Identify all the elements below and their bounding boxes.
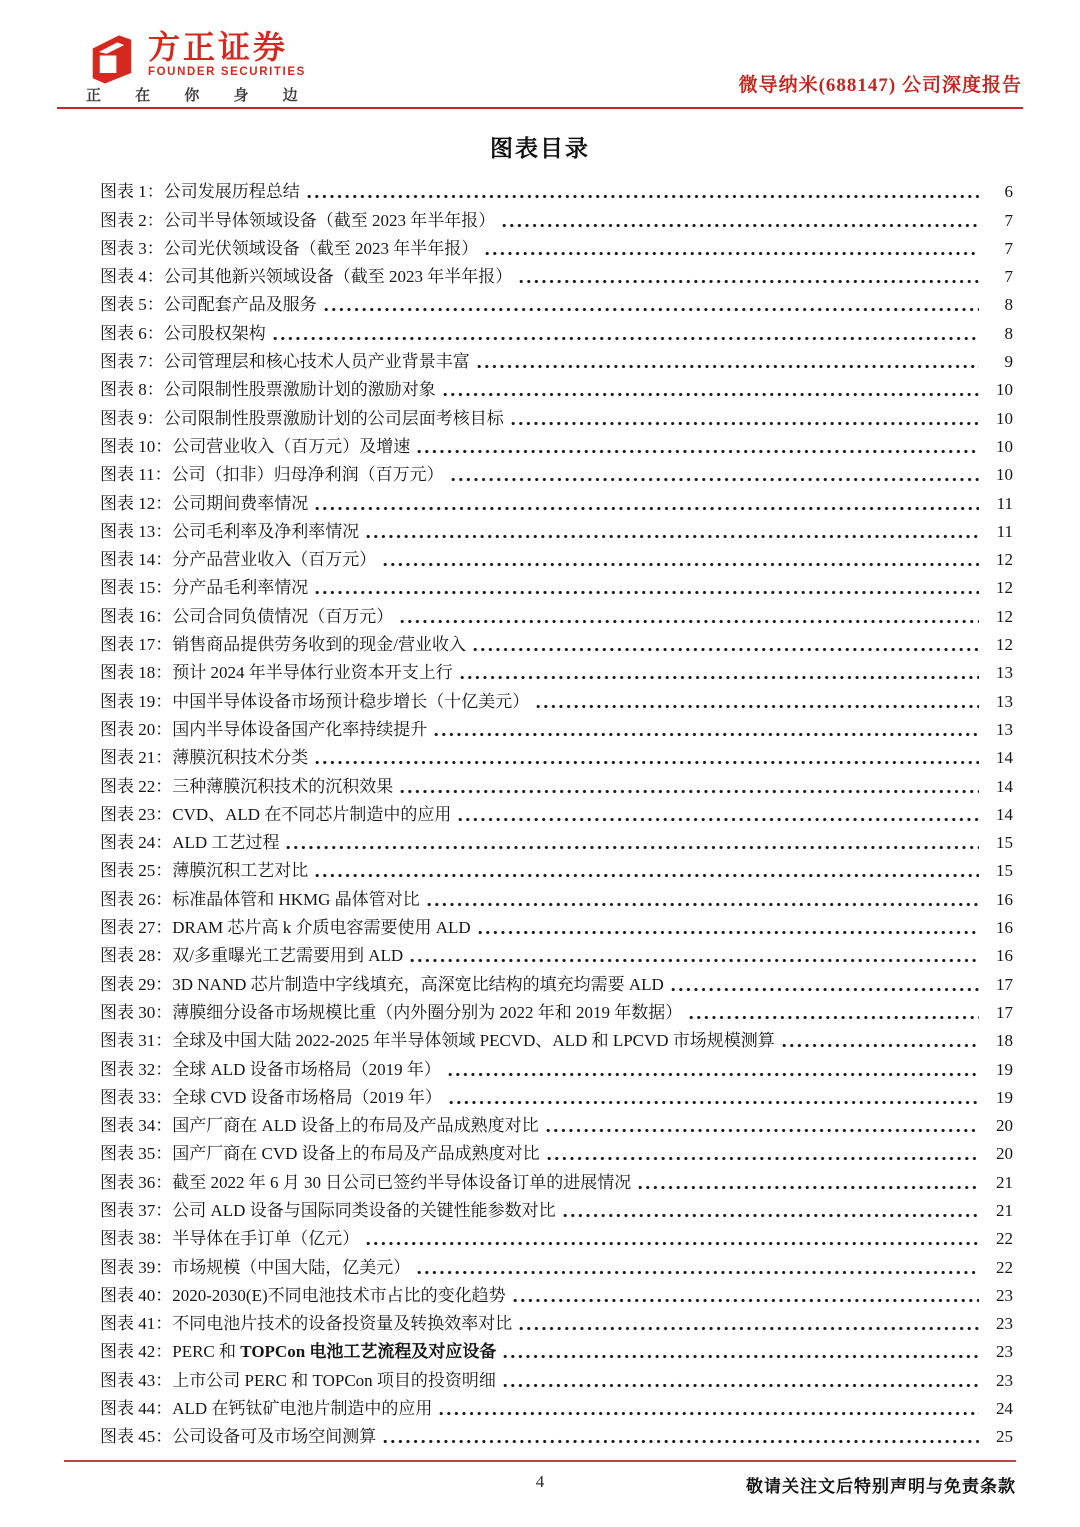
toc-entry-label: 图表 8：公司限制性股票激励计划的激励对象: [100, 380, 436, 400]
toc-entry-label: 图表 38：半导体在手订单（亿元）: [100, 1229, 360, 1249]
toc-entry-page: 15: [996, 861, 1013, 881]
toc-entry[interactable]: [100, 1393, 1013, 1421]
toc-entry[interactable]: [100, 544, 1013, 572]
toc-entry-page: 10: [996, 436, 1013, 456]
brand-name-cn: 方正证券: [148, 29, 289, 65]
toc-entry-page: 17: [996, 1002, 1013, 1022]
toc-entry[interactable]: [100, 657, 1013, 685]
toc-entry-page: 12: [996, 606, 1013, 626]
toc-entry-page: 14: [996, 776, 1013, 796]
toc-entry-label: 图表 44：ALD 在钙钛矿电池片制造中的应用: [100, 1399, 433, 1419]
toc-entry-page: 16: [996, 889, 1013, 909]
dotted-leader: [536, 702, 979, 711]
dotted-leader: [315, 758, 979, 767]
dotted-leader: [458, 815, 979, 824]
toc-entry[interactable]: [100, 1166, 1013, 1194]
toc-entry[interactable]: [100, 431, 1013, 459]
header-rule: [57, 107, 1023, 109]
dotted-leader: [519, 277, 979, 286]
toc-entry-label: 图表 4：公司其他新兴领域设备（截至 2023 年半年报）: [100, 267, 513, 287]
toc-entry-page: 10: [996, 408, 1013, 428]
toc-entry[interactable]: [100, 233, 1013, 261]
toc-entry-page: 11: [996, 521, 1013, 541]
toc-entry[interactable]: [100, 374, 1013, 402]
toc-entry-page: 9: [1004, 352, 1013, 372]
toc-entry-page: 14: [996, 804, 1013, 824]
dotted-leader: [315, 871, 979, 880]
toc-entry-label: 图表 31：全球及中国大陆 2022-2025 年半导体领域 PECVD、ALD 和 LPCVD 市场规模测算: [100, 1031, 775, 1051]
toc-entry-label: 图表 24：ALD 工艺过程: [100, 833, 280, 853]
toc-entry-page: 14: [996, 748, 1013, 768]
toc-entry-page: 18: [996, 1031, 1013, 1051]
toc-entry[interactable]: [100, 176, 1013, 204]
toc-entry-label: 图表 19：中国半导体设备市场预计稳步增长（十亿美元）: [100, 691, 530, 711]
toc-entry-label: 图表 35：国产厂商在 CVD 设备上的布局及产品成熟度对比: [100, 1144, 540, 1164]
toc-entry[interactable]: [100, 1053, 1013, 1081]
toc-entry[interactable]: [100, 1336, 1013, 1364]
toc-entry[interactable]: [100, 600, 1013, 628]
dotted-leader: [410, 956, 979, 965]
figure-toc-title: 图表目录: [490, 136, 590, 161]
toc-entry-page: 12: [996, 578, 1013, 598]
toc-entry[interactable]: [100, 261, 1013, 289]
toc-entry[interactable]: [100, 402, 1013, 430]
dotted-leader: [315, 504, 979, 513]
dotted-leader: [638, 1183, 979, 1192]
toc-entry[interactable]: [100, 883, 1013, 911]
toc-entry[interactable]: [100, 968, 1013, 996]
dotted-leader: [273, 334, 979, 343]
toc-entry[interactable]: [100, 289, 1013, 317]
toc-entry[interactable]: [100, 1251, 1013, 1279]
dotted-leader: [546, 1126, 979, 1135]
toc-entry-label: 图表 32：全球 ALD 设备市场格局（2019 年）: [100, 1059, 441, 1079]
dotted-leader: [782, 1041, 979, 1050]
toc-entry[interactable]: [100, 685, 1013, 713]
dotted-leader: [439, 1409, 979, 1418]
toc-entry-page: 8: [1004, 323, 1013, 343]
toc-entry-label: 图表 13：公司毛利率及净利率情况: [100, 521, 360, 541]
toc-entry-label: 图表 37：公司 ALD 设备与国际同类设备的关键性能参数对比: [100, 1200, 556, 1220]
dotted-leader: [448, 1070, 979, 1079]
toc-entry[interactable]: [100, 827, 1013, 855]
toc-entry[interactable]: [100, 1421, 1013, 1449]
dotted-leader: [366, 1239, 979, 1248]
dotted-leader: [547, 1154, 979, 1163]
dotted-leader: [307, 192, 979, 201]
report-title: 微导纳米(688147) 公司深度报告: [738, 75, 1022, 96]
figure-toc-list: [100, 176, 1013, 1449]
toc-entry-page: 7: [1004, 210, 1013, 230]
dotted-leader: [286, 843, 979, 852]
toc-entry-label: 图表 3：公司光伏领域设备（截至 2023 年半年报）: [100, 238, 479, 258]
toc-entry[interactable]: [100, 572, 1013, 600]
toc-entry-label: 图表 15：分产品毛利率情况: [100, 578, 309, 598]
toc-entry-page: 19: [996, 1087, 1013, 1107]
founder-logo-icon: [84, 30, 140, 88]
toc-entry[interactable]: [100, 1308, 1013, 1336]
dotted-leader: [315, 588, 979, 597]
toc-entry[interactable]: [100, 799, 1013, 827]
toc-entry-page: 13: [996, 691, 1013, 711]
toc-entry-page: 25: [996, 1427, 1013, 1447]
toc-entry-label: 图表 45：公司设备可及市场空间测算: [100, 1427, 377, 1447]
dotted-leader: [324, 305, 979, 314]
toc-entry-page: 23: [996, 1370, 1013, 1390]
toc-entry[interactable]: [100, 1280, 1013, 1308]
dotted-leader: [477, 362, 979, 371]
toc-entry-label: 图表 1：公司发展历程总结: [100, 182, 300, 202]
toc-entry[interactable]: [100, 1138, 1013, 1166]
toc-entry-label: 图表 11：公司（扣非）归母净利润（百万元）: [100, 465, 444, 485]
toc-entry[interactable]: [100, 346, 1013, 374]
toc-entry-label: 图表 20：国内半导体设备国产化率持续提升: [100, 719, 428, 739]
toc-entry-label: 图表 10：公司营业收入（百万元）及增速: [100, 436, 411, 456]
toc-entry[interactable]: [100, 1110, 1013, 1138]
toc-entry[interactable]: [100, 1025, 1013, 1053]
toc-entry[interactable]: [100, 940, 1013, 968]
founder-securities-logo: [84, 30, 306, 88]
dotted-leader: [400, 787, 979, 796]
dotted-leader: [451, 475, 979, 484]
toc-entry-page: 23: [996, 1285, 1013, 1305]
toc-entry-label: 图表 16：公司合同负债情况（百万元）: [100, 606, 394, 626]
page-number: 4: [535, 1472, 545, 1491]
dotted-leader: [383, 1437, 979, 1446]
toc-entry[interactable]: [100, 912, 1013, 940]
toc-entry-label: 图表 14：分产品营业收入（百万元）: [100, 550, 377, 570]
toc-entry-label: 图表 22：三种薄膜沉积技术的沉积效果: [100, 776, 394, 796]
toc-entry-label: 图表 26：标准晶体管和 HKMG 晶体管对比: [100, 889, 420, 909]
toc-entry-label: 图表 42：PERC 和 TOPCon 电池工艺流程及对应设备: [100, 1342, 497, 1362]
toc-entry-label: 图表 33：全球 CVD 设备市场格局（2019 年）: [100, 1087, 442, 1107]
dotted-leader: [443, 390, 979, 399]
toc-entry[interactable]: [100, 997, 1013, 1025]
dotted-leader: [563, 1211, 979, 1220]
brand-name-en: FOUNDER SECURITIES: [148, 66, 306, 78]
toc-entry[interactable]: [100, 1364, 1013, 1392]
toc-entry-label: 图表 18：预计 2024 年半导体行业资本开支上行: [100, 663, 453, 683]
dotted-leader: [502, 221, 979, 230]
dotted-leader: [513, 1296, 979, 1305]
toc-entry-label: 图表 17：销售商品提供劳务收到的现金/营业收入: [100, 635, 466, 655]
toc-entry-label: 图表 36：截至 2022 年 6 月 30 日公司已签约半导体设备订单的进展情况: [100, 1172, 632, 1192]
dotted-leader: [434, 730, 979, 739]
toc-entry[interactable]: [100, 487, 1013, 515]
toc-entry-page: 21: [996, 1172, 1013, 1192]
toc-entry[interactable]: [100, 1195, 1013, 1223]
dotted-leader: [383, 560, 979, 569]
dotted-leader: [366, 532, 979, 541]
toc-entry[interactable]: [100, 629, 1013, 657]
toc-entry-label: 图表 30：薄膜细分设备市场规模比重（内外圈分别为 2022 年和 2019 年数据）: [100, 1002, 683, 1022]
toc-entry-page: 10: [996, 380, 1013, 400]
toc-entry-page: 11: [996, 493, 1013, 513]
toc-entry[interactable]: [100, 516, 1013, 544]
toc-entry-label: 图表 7：公司管理层和核心技术人员产业背景丰富: [100, 352, 470, 372]
dotted-leader: [427, 900, 979, 909]
toc-entry[interactable]: [100, 317, 1013, 345]
toc-entry-page: 17: [996, 974, 1013, 994]
dotted-leader: [519, 1324, 979, 1333]
toc-entry-label: 图表 27：DRAM 芯片高 k 介质电容需要使用 ALD: [100, 918, 471, 938]
footer-disclaimer: 敬请关注文后特别声明与免责条款: [746, 1477, 1016, 1496]
dotted-leader: [478, 928, 979, 937]
dotted-leader: [400, 617, 979, 626]
brand-slogan: 正 在 你 身 边: [86, 87, 313, 104]
toc-entry-page: 22: [996, 1257, 1013, 1277]
toc-entry-page: 15: [996, 833, 1013, 853]
toc-entry-label: 图表 43：上市公司 PERC 和 TOPCon 项目的投资明细: [100, 1370, 496, 1390]
toc-entry-page: 20: [996, 1116, 1013, 1136]
toc-entry-label: 图表 29：3D NAND 芯片制造中字线填充，高深宽比结构的填充均需要 ALD: [100, 974, 664, 994]
toc-entry-page: 8: [1004, 295, 1013, 315]
toc-entry-page: 7: [1004, 267, 1013, 287]
toc-entry-page: 19: [996, 1059, 1013, 1079]
dotted-leader: [485, 249, 979, 258]
toc-entry-label: 图表 12：公司期间费率情况: [100, 493, 309, 513]
dotted-leader: [417, 447, 979, 456]
toc-entry[interactable]: [100, 1223, 1013, 1251]
toc-entry-label: 图表 25：薄膜沉积工艺对比: [100, 861, 309, 881]
toc-entry-page: 7: [1004, 238, 1013, 258]
toc-entry-label: 图表 41：不同电池片技术的设备投资量及转换效率对比: [100, 1314, 513, 1334]
toc-entry[interactable]: [100, 770, 1013, 798]
toc-entry[interactable]: [100, 742, 1013, 770]
toc-entry-page: 13: [996, 663, 1013, 683]
toc-entry-page: 22: [996, 1229, 1013, 1249]
dotted-leader: [503, 1381, 979, 1390]
toc-entry-label: 图表 39：市场规模（中国大陆，亿美元）: [100, 1257, 411, 1277]
toc-entry-label: 图表 21：薄膜沉积技术分类: [100, 748, 309, 768]
dotted-leader: [503, 1352, 979, 1361]
toc-entry-label: 图表 5：公司配套产品及服务: [100, 295, 317, 315]
toc-entry[interactable]: [100, 204, 1013, 232]
toc-entry-page: 21: [996, 1200, 1013, 1220]
toc-entry-label: 图表 6：公司股权架构: [100, 323, 266, 343]
toc-entry-page: 6: [1004, 182, 1013, 202]
toc-entry-page: 24: [996, 1399, 1013, 1419]
toc-entry[interactable]: [100, 459, 1013, 487]
toc-entry-page: 12: [996, 635, 1013, 655]
dotted-leader: [473, 645, 979, 654]
toc-entry-page: 16: [996, 918, 1013, 938]
dotted-leader: [511, 419, 979, 428]
dotted-leader: [460, 673, 979, 682]
toc-entry-label: 图表 9：公司限制性股票激励计划的公司层面考核目标: [100, 408, 504, 428]
toc-entry-page: 16: [996, 946, 1013, 966]
dotted-leader: [671, 985, 979, 994]
toc-entry[interactable]: [100, 714, 1013, 742]
dotted-leader: [449, 1098, 979, 1107]
toc-entry-page: 10: [996, 465, 1013, 485]
toc-entry-page: 23: [996, 1342, 1013, 1362]
toc-entry[interactable]: [100, 855, 1013, 883]
toc-entry-page: 12: [996, 550, 1013, 570]
footer-rule: [64, 1460, 1016, 1462]
toc-entry-label: 图表 34：国产厂商在 ALD 设备上的布局及产品成熟度对比: [100, 1116, 539, 1136]
toc-entry-label: 图表 2：公司半导体领域设备（截至 2023 年半年报）: [100, 210, 496, 230]
toc-entry-page: 20: [996, 1144, 1013, 1164]
toc-entry[interactable]: [100, 1082, 1013, 1110]
dotted-leader: [689, 1013, 979, 1022]
toc-entry-label: 图表 23：CVD、ALD 在不同芯片制造中的应用: [100, 804, 452, 824]
toc-entry-label: 图表 28：双/多重曝光工艺需要用到 ALD: [100, 946, 404, 966]
toc-entry-page: 13: [996, 719, 1013, 739]
toc-entry-label: 图表 40：2020-2030(E)不同电池技术市占比的变化趋势: [100, 1285, 506, 1305]
toc-entry-page: 23: [996, 1314, 1013, 1334]
dotted-leader: [417, 1268, 979, 1277]
